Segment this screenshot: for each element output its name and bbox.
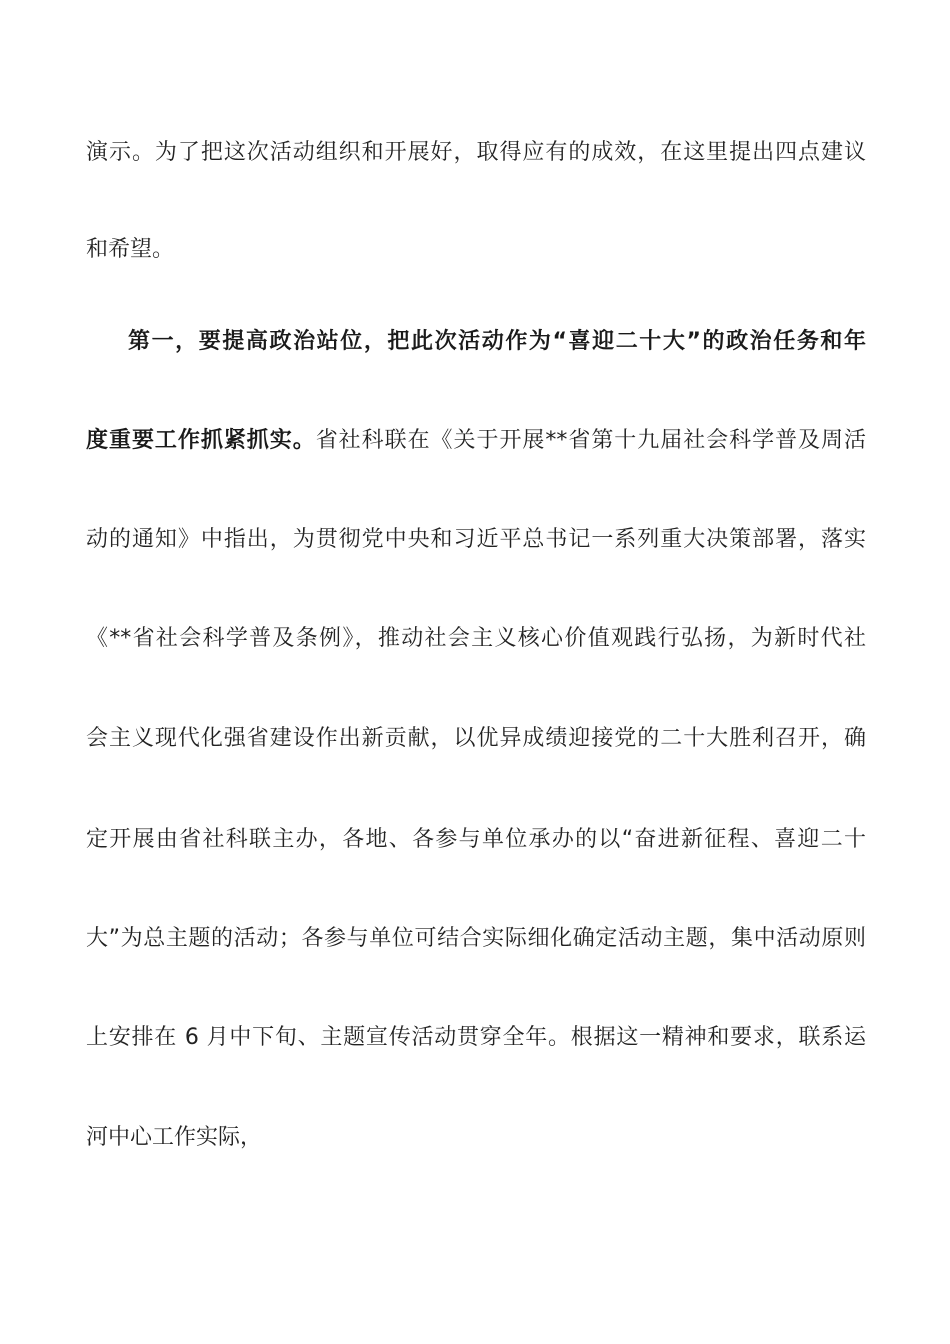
line-text: 河中心工作实际， xyxy=(86,1125,263,1150)
paragraph-line-6 xyxy=(86,724,866,754)
paragraph-line-10 xyxy=(86,1123,866,1153)
line-text: 动的通知》中指出，为贯彻党中央和习近平总书记一系列重大决策部署，落实 xyxy=(86,527,866,552)
line-text: 大”为总主题的活动；各参与单位可结合实际细化确定活动主题，集中活动原则 xyxy=(86,926,866,951)
bold-heading-text: 度重要工作抓紧抓实。 xyxy=(86,428,316,453)
paragraph-line-4 xyxy=(86,525,866,555)
line-text: 上安排在 6 月中下旬、主题宣传活动贯穿全年。根据这一精神和要求，联系运 xyxy=(86,1025,866,1050)
bold-heading-text: 第一，要提高政治站位，把此次活动作为“喜迎二十大”的政治任务和年 xyxy=(128,329,866,354)
paragraph-line-5 xyxy=(86,624,866,654)
paragraph-line-8 xyxy=(86,924,866,954)
paragraph-line-9 xyxy=(86,1023,866,1053)
line-text: 《**省社会科学普及条例》，推动社会主义核心价值观践行弘扬，为新时代社 xyxy=(86,626,866,651)
line-text: 会主义现代化强省建设作出新贡献，以优异成绩迎接党的二十大胜利召开，确 xyxy=(86,726,866,751)
line-text: 演示。为了把这次活动组织和开展好，取得应有的成效，在这里提出四点建议 xyxy=(86,140,866,165)
paragraph-line-1 xyxy=(86,138,866,168)
line-text: 和希望。 xyxy=(86,237,175,262)
paragraph-line-7 xyxy=(86,825,866,855)
paragraph-line-3 xyxy=(86,426,866,456)
line-text: 定开展由省社科联主办，各地、各参与单位承办的以“奋进新征程、喜迎二十 xyxy=(86,827,866,852)
paragraph-line-2 xyxy=(86,235,866,265)
line-text: 省社科联在《关于开展**省第十九届社会科学普及周活 xyxy=(315,428,866,453)
heading-line-1 xyxy=(128,327,866,357)
